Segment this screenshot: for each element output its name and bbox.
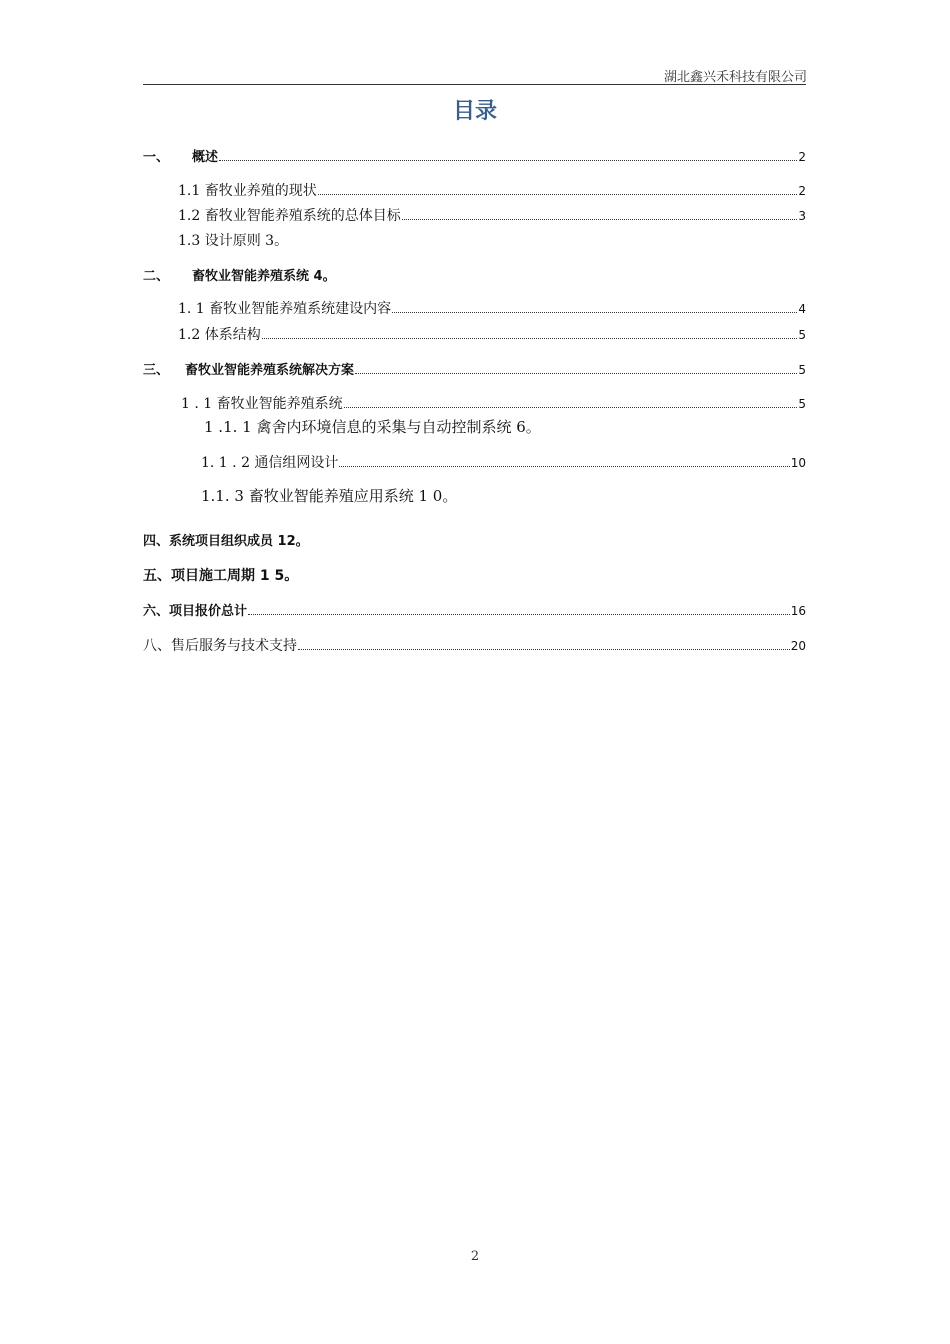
toc-entry-5[interactable] bbox=[143, 565, 298, 585]
company-name: 湖北鑫兴禾科技有限公司 bbox=[663, 70, 807, 85]
toc-leader-dots bbox=[402, 219, 798, 220]
toc-leader-dots bbox=[392, 312, 797, 313]
toc-entry-label: 1.2 体系结构 bbox=[178, 327, 261, 343]
toc-entry-label: 四、系统项目组织成员 12。 bbox=[143, 534, 309, 549]
toc-entry-2[interactable] bbox=[143, 265, 336, 284]
toc-entry-4[interactable] bbox=[143, 530, 309, 549]
toc-entry-label: 畜牧业智能养殖系统 4。 bbox=[192, 269, 336, 284]
toc-entry-3-1-3[interactable] bbox=[201, 485, 457, 506]
toc-page-number: 5 bbox=[798, 363, 806, 377]
toc-entry-label: 1.1 畜牧业养殖的现状 bbox=[178, 183, 317, 199]
toc-entry-label: 1.3 设计原则 3。 bbox=[178, 233, 289, 249]
header-rule bbox=[143, 84, 806, 85]
toc-title: 目录 bbox=[452, 99, 497, 124]
toc-leader-dots bbox=[248, 614, 790, 615]
toc-entry-8[interactable] bbox=[143, 635, 806, 655]
toc-entry-label: 八、售后服务与技术支持 bbox=[143, 638, 297, 654]
toc-entry-1[interactable] bbox=[143, 146, 806, 165]
toc-entry-label: 五、项目施工周期 1 5。 bbox=[143, 568, 299, 584]
toc-entry-number: 二、 bbox=[143, 269, 170, 284]
toc-entry-label: 1. 1 . 2 通信组网设计 bbox=[201, 455, 339, 471]
toc-leader-dots bbox=[318, 194, 798, 195]
toc-page-number: 4 bbox=[798, 302, 806, 316]
toc-entry-1-3[interactable] bbox=[178, 230, 288, 250]
toc-leader-dots bbox=[298, 649, 790, 650]
toc-entry-label: 六、项目报价总计 bbox=[143, 604, 248, 619]
toc-entry-label: 1 .1. 1 禽舍内环境信息的采集与自动控制系统 6。 bbox=[204, 418, 541, 436]
toc-page-number: 5 bbox=[798, 328, 806, 342]
toc-entry-3-1-1[interactable] bbox=[204, 416, 541, 437]
toc-page-number: 20 bbox=[790, 639, 806, 653]
toc-entry-label: 1. 1 畜牧业智能养殖系统建设内容 bbox=[178, 301, 392, 317]
toc-entry-2-2[interactable] bbox=[178, 324, 806, 344]
toc-entry-6[interactable] bbox=[143, 600, 806, 619]
toc-entry-label: 1.1. 3 畜牧业智能养殖应用系统 1 0。 bbox=[201, 487, 458, 505]
toc-entry-label: 1 . 1 畜牧业智能养殖系统 bbox=[181, 396, 343, 412]
toc-leader-dots bbox=[339, 466, 789, 467]
toc-entry-number: 三、 bbox=[143, 363, 170, 378]
toc-entry-1-2[interactable] bbox=[178, 205, 806, 225]
toc-entry-label: 畜牧业智能养殖系统解决方案 bbox=[185, 363, 355, 378]
toc-entry-3-1[interactable] bbox=[181, 393, 806, 413]
toc-entry-3-1-2[interactable] bbox=[201, 452, 806, 472]
toc-page-number: 3 bbox=[798, 209, 806, 223]
footer-page-number: 2 bbox=[470, 1249, 480, 1264]
toc-leader-dots bbox=[344, 407, 798, 408]
toc-leader-dots bbox=[219, 160, 797, 161]
toc-entry-1-1[interactable] bbox=[178, 180, 806, 200]
toc-leader-dots bbox=[355, 373, 797, 374]
toc-entry-number: 一、 bbox=[143, 150, 170, 165]
toc-page-number: 2 bbox=[798, 184, 806, 198]
toc-page-number: 2 bbox=[798, 150, 806, 164]
toc-page-number: 16 bbox=[790, 604, 806, 618]
toc-leader-dots bbox=[262, 338, 798, 339]
toc-page-number: 10 bbox=[790, 456, 806, 470]
toc-entry-3[interactable] bbox=[143, 359, 806, 378]
toc-page-number: 5 bbox=[798, 397, 806, 411]
toc-entry-label: 1.2 畜牧业智能养殖系统的总体目标 bbox=[178, 208, 401, 224]
toc-entry-label: 概述 bbox=[192, 150, 219, 165]
toc-entry-2-1[interactable] bbox=[178, 298, 806, 318]
